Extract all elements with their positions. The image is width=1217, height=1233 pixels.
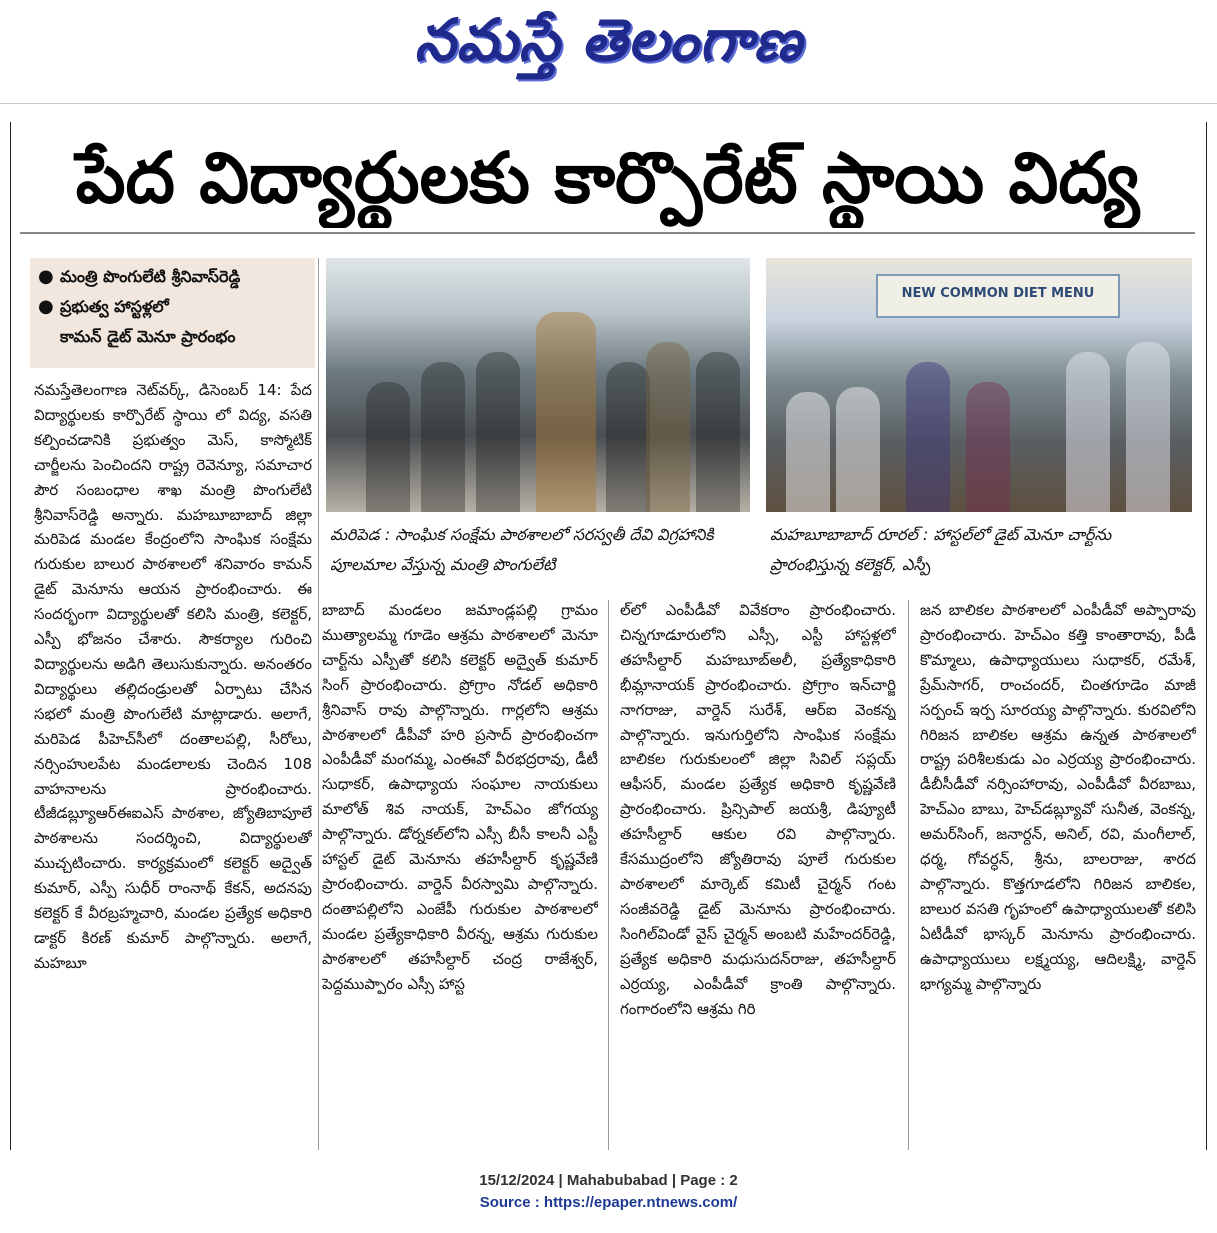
photo-person xyxy=(1066,352,1110,512)
masthead-logo: నమస్తే తెలంగాణ xyxy=(414,6,803,74)
photo-person xyxy=(646,342,690,512)
highlights-box xyxy=(30,258,315,368)
masthead xyxy=(0,0,1217,100)
photo-person xyxy=(696,352,740,512)
column-divider xyxy=(908,600,909,1150)
article-column-3: ల్‌లో ఎంపీడీవో వివేకరాం ప్రారంభించారు. చిన్నగూడూరులోని ఎస్సీ, ఎస్టీ హాస్టళ్లలో తహసీల్దార్ మహబూబ్‌అలీ, ప్రత్యేకాధికారి భీమ్లానాయక్ ప్రారంభించారు. ప్రోగ్రాం ఇన్‌చార్జి నాగరాజు, వార్డెన్ సురేశ్, ఆర్ఐ వెంకన్న పాల్గొన్నారు. ఇనుగుర్తిలోని సాంఘిక సంక్షేమ బాలికల గురుకులంలో జిల్లా సివిల్ సప్లయ్ ఆఫీసర్, మండల ప్రత్యేక అధికారి కృష్ణవేణి ప్రారంభించారు. ప్రిన్సిపాల్ జయశ్రీ, డిప్యూటీ తహసీల్దార్ ఆకుల రవి పాల్గొన్నారు. కేసముద్రంలోని జ్యోతిరావు పూలే గురుకుల పాఠశాలలో మార్కెట్ కమిటీ చైర్మన్ గంట సంజీవరెడ్డి డైట్ మెనూను ప్రారంభించారు. సింగిల్‌విండో వైస్ చైర్మన్ అంబటి మహేందర్‌రెడ్డి, ప్రత్యేక అధికారి మధుసుదన్‌రాజు, తహసీల్దార్ ఎర్రయ్య, ఎంపీడీవో క్రాంతి పాల్గొన్నారు. గంగారంలోని ఆశ్రమ గిరి xyxy=(620,601,896,1018)
photo-person xyxy=(421,362,465,512)
photo-person xyxy=(366,382,410,512)
article-column-4: జన బాలికల పాఠశాలలో ఎంపీడీవో అప్పారావు ప్రారంభించారు. హెచ్‌ఎం కత్తి కాంతారావు, పీడీ కొమ్మాలు, ఉపాధ్యాయులు సుధాకర్, రమేశ్, ప్రేమ్‌సాగర్, రాంచందర్, చింతగూడెం మాజీ సర్పంచ్ ఇర్ప సూరయ్య పాల్గొన్నారు. కురవిలోని గిరిజన బాలికల ఆశ్రమ ఉన్నత పాఠశాలలో రాష్ట్ర పరిశీలకుడు ఎం ఎర్రయ్య ప్రారంభించారు. డీబీసీడీవో నర్సింహారావు, ఎంపీడీవో వీరబాబు, హెచ్‌ఎం బాబు, హెచ్‌డబ్ల్యూవో సునీత, వెంకన్న, అమర్‌సింగ్, జనార్దన్, అనిల్, రవి, మంగీలాల్, ధర్మ, గోవర్ధన్, శ్రీను, బాలరాజు, శారద పాల్గొన్నారు. కొత్తగూడలోని గిరిజన బాలికల, బాలుర వసతి గృహంలో ఉపాధ్యాయులతో కలిసి ఏటీడీవో భాస్కర్ మెనూను ప్రారంభించారు. ఉపాధ్యాయులు లక్ష్మయ్య, ఆదిలక్ష్మి, వార్డెన్ భాగ్యమ్మ పాల్గొన్నారు xyxy=(920,601,1196,993)
photo-person xyxy=(476,352,520,512)
highlight-text-continued: కామన్ డైట్ మెనూ ప్రారంభం xyxy=(60,327,236,346)
photo-person xyxy=(906,362,950,512)
footer-date-edition: 15/12/2024 | Mahabubabad | Page : 2 xyxy=(479,1172,738,1189)
masthead-divider xyxy=(0,103,1217,104)
column-divider xyxy=(608,600,609,1150)
photo-person xyxy=(1126,342,1170,512)
column-divider xyxy=(318,258,319,1150)
highlight-item xyxy=(30,292,315,322)
photo-person xyxy=(786,392,830,512)
photo-person xyxy=(836,387,880,512)
headline-divider xyxy=(20,232,1195,234)
highlight-text: ప్రభుత్వ హాస్టళ్లలో xyxy=(60,297,169,316)
photo-diet-menu-launch xyxy=(766,258,1192,512)
photo-caption-left: మరిపెడ : సాంఘిక సంక్షేమ పాఠశాలలో సరస్వతీ దేవి విగ్రహానికి పూలమాల వేస్తున్న మంత్రి పొంగులేటి xyxy=(330,525,714,574)
footer-source-link[interactable]: Source : https://epaper.ntnews.com/ xyxy=(479,1194,738,1211)
photo-person xyxy=(606,362,650,512)
article-headline: పేద విద్యార్థులకు కార్పొరేట్ స్థాయి విద్య xyxy=(75,137,1140,219)
photo-person xyxy=(966,382,1010,512)
highlight-item xyxy=(30,262,315,292)
photo-minister-statue xyxy=(326,258,750,512)
bullet-icon: ● xyxy=(38,266,54,287)
photo-caption-right: మహబూబాబాద్ రూరల్ : హాస్టల్‌లో డైట్ మెనూ చార్ట్‌ను ప్రారంభిస్తున్న కలెక్టర్, ఎస్పీ xyxy=(770,525,1112,574)
bullet-icon: ● xyxy=(38,296,54,317)
diet-menu-banner: NEW COMMON DIET MENU xyxy=(876,274,1120,318)
article-column-1: నమస్తేతెలంగాణ నెట్‌వర్క్, డిసెంబర్ 14: పేద విద్యార్థులకు కార్పొరేట్ స్థాయి లో విద్య, వసతి కల్పించడానికి ప్రభుత్వం మెస్, కాస్మోటిక్ చార్జీలను పెంచిందని రాష్ట్ర రెవెన్యూ, సమాచార పౌర సంబంధాల శాఖ మంత్రి పొంగులేటి శ్రీనివాస్‌రెడ్డి అన్నారు. మహబూబాబాద్ జిల్లా మరిపెడ మండల కేంద్రంలోని సాంఘిక సంక్షేమ గురుకుల బాలుర పాఠశాలలో శనివారం కామన్ డైట్ మెనూను ఆయన ప్రారంభించారు. ఈ సందర్భంగా విద్యార్థులతో కలిసి మంత్రి, కలెక్టర్, ఎస్పీ భోజనం చేశారు. సౌకర్యాల గురించి విద్యార్థులను అడిగి తెలుసుకున్నారు. అనంతరం విద్యార్థులు తల్లిదండ్రులతో ఏర్పాటు చేసిన సభలో మంత్రి పొంగులేటి మాట్లాడారు. అలాగే, మరిపెడ పీహెచ్‌సీలో దంతాలపల్లి, సీరోలు, నర్సింహులపేట మండలాలకు చెందిన 108 వాహనాలను ప్రారంభించారు. టీజీడబ్ల్యూఆర్ఈఐఎస్ పాఠశాల, జ్యోతిబాపూలే పాఠశాలను సందర్శించి, విద్యార్థులతో ముచ్చటించారు. కార్యక్రమంలో కలెక్టర్ అద్వైత్ కుమార్, ఎస్పీ సుధీర్ రాంనాథ్ కేకన్, అదనపు కలెక్టర్ కే వీరబ్రహ్మచారి, మండల ప్రత్యేక అధికారి డాక్టర్ కిరణ్ కుమార్ పాల్గొన్నారు. అలాగే, మహబూ xyxy=(34,381,312,972)
article-column-2: బాబాద్ మండలం జమాండ్లపల్లి గ్రామం ముత్యాలమ్మ గూడెం ఆశ్రమ పాఠశాలలో మెనూ చార్ట్‌ను ఎస్పీతో కలిసి కలెక్టర్ అద్వైత్ కుమార్ సింగ్ ప్రారంభించారు. ప్రోగ్రాం నోడల్ అధికారి శ్రీనివాస్ రావు పాల్గొన్నారు. గార్లలోని ఆశ్రమ పాఠశాలలో డీపీవో హరి ప్రసాద్ ప్రారంభించగా ఎంపీడీవో మంగమ్మ, ఎంఈవో వీరభద్రరావు, డీటీ సుధాకర్, ఉపాధ్యాయ సంఘాల నాయకులు మాలోత్ శివ నాయక్, హెచ్‌ఎం జోగయ్య పాల్గొన్నారు. డోర్నకల్‌లోని ఎస్సీ బీసీ కాలనీ ఎస్టీ హాస్టల్ డైట్ మెనూను తహసీల్దార్ కృష్ణవేణి ప్రారంభించారు. వార్డెన్ వీరస్వామి పాల్గొన్నారు. దంతాపల్లిలోని ఎంజేపీ గురుకుల పాఠశాలలో మండల ప్రత్యేకాధికారి వీరన్న, ఆశ్రమ గురుకుల పాఠశాలలో తహసీల్దార్ చంద్ర రాజేశ్వర్, పెద్దముప్పారం ఎస్సీ హాస్ట xyxy=(322,601,598,993)
photo-statue xyxy=(536,312,596,512)
highlight-text: మంత్రి పొంగులేటి శ్రీనివాస్‌రెడ్డి xyxy=(60,267,241,286)
